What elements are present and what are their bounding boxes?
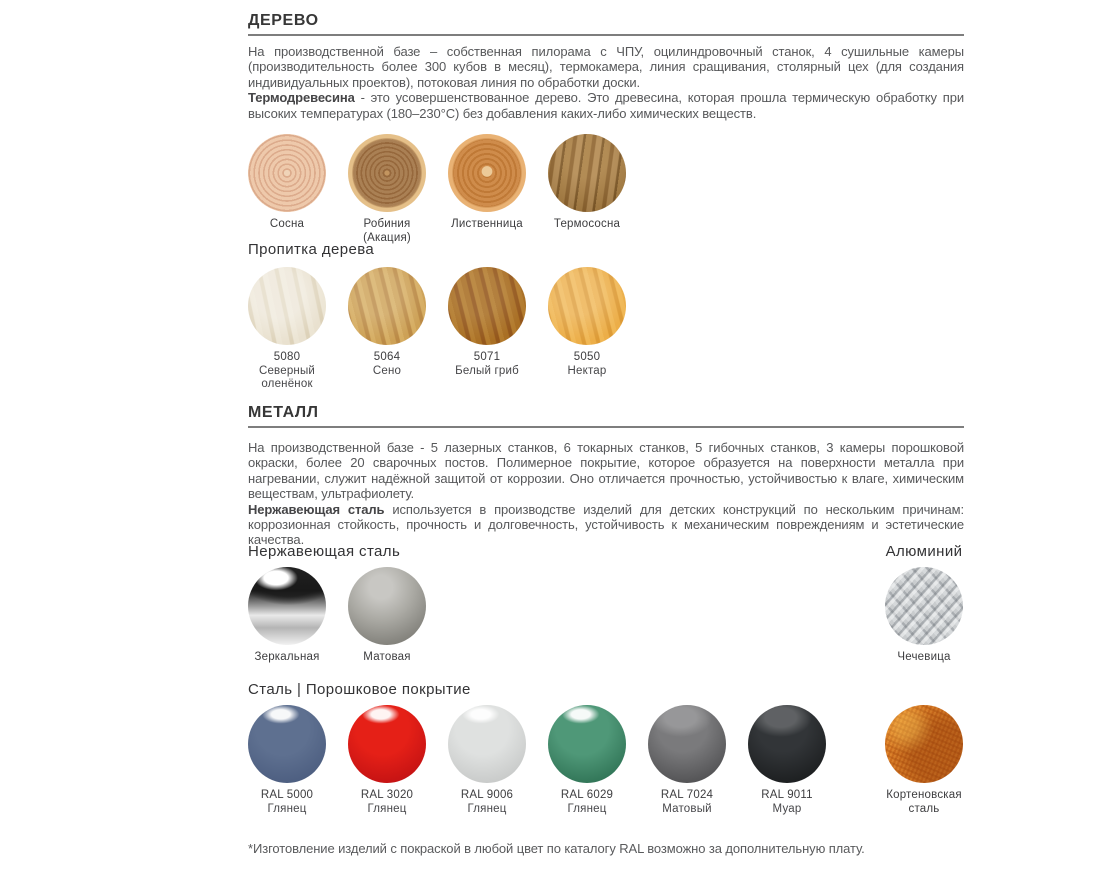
impregnation-item <box>237 267 337 392</box>
impregnation-row <box>237 267 637 392</box>
powder-finish-name: Глянец <box>367 802 407 815</box>
wood-species-item <box>237 134 337 245</box>
ral-footnote: *Изготовление изделий с покраской в любой цвет по каталогу RAL возможно за дополнительную плату. <box>248 841 865 856</box>
powder-swatch-circle <box>548 705 626 783</box>
metal-intro-text <box>248 440 964 548</box>
stainless-swatch-circle <box>248 567 326 645</box>
corten-swatch-circle <box>885 705 963 783</box>
powder-finish-name: Глянец <box>267 802 307 815</box>
wood-species-item <box>337 134 437 245</box>
powder-coating-title: Сталь | Порошковое покрытие <box>248 681 471 698</box>
stainless-term: Нержавеющая сталь <box>248 501 385 517</box>
impregnation-swatch-circle <box>348 267 426 345</box>
powder-ral-code: RAL 9006 <box>460 789 514 801</box>
powder-finish-name: Матовый <box>662 802 712 815</box>
powder-finish-name: Глянец <box>467 802 507 815</box>
powder-item <box>737 705 837 816</box>
powder-ral-code: RAL 3020 <box>360 789 414 801</box>
wood-swatch-circle <box>448 134 526 212</box>
powder-item <box>637 705 737 816</box>
impregnation-name: Северный оленёнок <box>258 364 316 390</box>
powder-swatch-circle <box>448 705 526 783</box>
powder-item <box>237 705 337 816</box>
impregnation-code: 5050 <box>573 351 601 363</box>
wood-intro-paragraph: На производственной базе – собственная пилорама с ЧПУ, оцилиндровочный станок, 4 сушильные камеры (производительность более 300 кубов в месяц), термокамера, линия сращивания, столярный цех (для создания индивидуальных проектов), потоковая линия по обработки доски. <box>248 44 964 90</box>
powder-item <box>537 705 637 816</box>
powder-ral-code: RAL 9011 <box>761 789 813 801</box>
corten-item <box>874 705 974 816</box>
wood-swatch-label: Робиния (Акация) <box>363 218 411 244</box>
wood-species-row <box>237 134 637 245</box>
metal-section-title: МЕТАЛЛ <box>248 404 319 421</box>
impregnation-title: Пропитка дерева <box>248 241 375 258</box>
powder-swatch-circle <box>248 705 326 783</box>
wood-swatch-label: Лиственница <box>451 218 523 230</box>
impregnation-item <box>437 267 537 392</box>
impregnation-name: Белый гриб <box>455 364 519 377</box>
powder-swatch-circle <box>748 705 826 783</box>
powder-item <box>437 705 537 816</box>
wood-species-item <box>437 134 537 245</box>
powder-item <box>337 705 437 816</box>
aluminum-swatch-circle <box>885 567 963 645</box>
stainless-paragraph <box>248 502 964 548</box>
powder-finish-name: Глянец <box>567 802 607 815</box>
stainless-steel-title: Нержавеющая сталь <box>248 543 401 560</box>
impregnation-code: 5064 <box>373 351 401 363</box>
impregnation-code: 5080 <box>273 351 301 363</box>
stainless-swatch-label: Зеркальная <box>254 651 320 663</box>
thermowood-paragraph <box>248 90 964 121</box>
impregnation-name: Нектар <box>567 364 607 377</box>
impregnation-item <box>337 267 437 392</box>
wood-swatch-label: Термососна <box>553 218 621 230</box>
wood-swatch-circle <box>548 134 626 212</box>
impregnation-code: 5071 <box>473 351 501 363</box>
powder-finish-name: Муар <box>772 802 802 815</box>
stainless-item <box>237 567 337 665</box>
powder-ral-code: RAL 7024 <box>660 789 714 801</box>
impregnation-item <box>537 267 637 392</box>
powder-ral-code: RAL 6029 <box>560 789 614 801</box>
metal-section-header <box>248 404 964 428</box>
wood-section-header <box>248 12 964 36</box>
impregnation-name: Сено <box>372 364 402 377</box>
aluminum-swatch-label: Чечевица <box>897 651 951 663</box>
wood-intro-text <box>248 44 964 121</box>
wood-species-item <box>537 134 637 245</box>
thermowood-term: Термодревесина <box>248 90 355 106</box>
corten-swatch-label: Кортеновская сталь <box>886 789 962 815</box>
aluminum-item <box>874 567 974 665</box>
aluminum-title: Алюминий <box>885 543 963 560</box>
stainless-item <box>337 567 437 665</box>
powder-swatch-circle <box>648 705 726 783</box>
impregnation-swatch-circle <box>548 267 626 345</box>
stainless-description: используется в производстве изделий для детских конструкций по нескольким причинам: коррозионная стойкость, прочность и долговечность, устойчивость к механическим повреждениям и эстетические качества. <box>248 501 965 548</box>
wood-section-title: ДЕРЕВО <box>248 12 319 29</box>
wood-swatch-label: Сосна <box>269 218 305 230</box>
stainless-swatch-label: Матовая <box>363 651 411 663</box>
wood-swatch-circle <box>348 134 426 212</box>
powder-coating-row <box>237 705 837 816</box>
stainless-swatch-circle <box>348 567 426 645</box>
powder-ral-code: RAL 5000 <box>260 789 314 801</box>
stainless-row <box>237 567 437 665</box>
impregnation-swatch-circle <box>448 267 526 345</box>
wood-swatch-circle <box>248 134 326 212</box>
impregnation-swatch-circle <box>248 267 326 345</box>
thermowood-description: - это усовершенствованное дерево. Это древесина, которая прошла термическую обработку при высоких температурах (180–230°C) без добавления каких-либо химических веществ. <box>248 90 964 121</box>
powder-swatch-circle <box>348 705 426 783</box>
metal-intro-paragraph: На производственной базе - 5 лазерных станков, 6 токарных станков, 5 гибочных станков, 3 камеры порошковой окраски, более 20 сварочных постов. Полимерное покрытие, которое образуется на поверхности металла при нагревании, служит надёжной защитой от коррозии. Оно отличается прочностью, устойчивостью к влаге, химическим веществам, ультрафиолету. <box>248 440 964 502</box>
